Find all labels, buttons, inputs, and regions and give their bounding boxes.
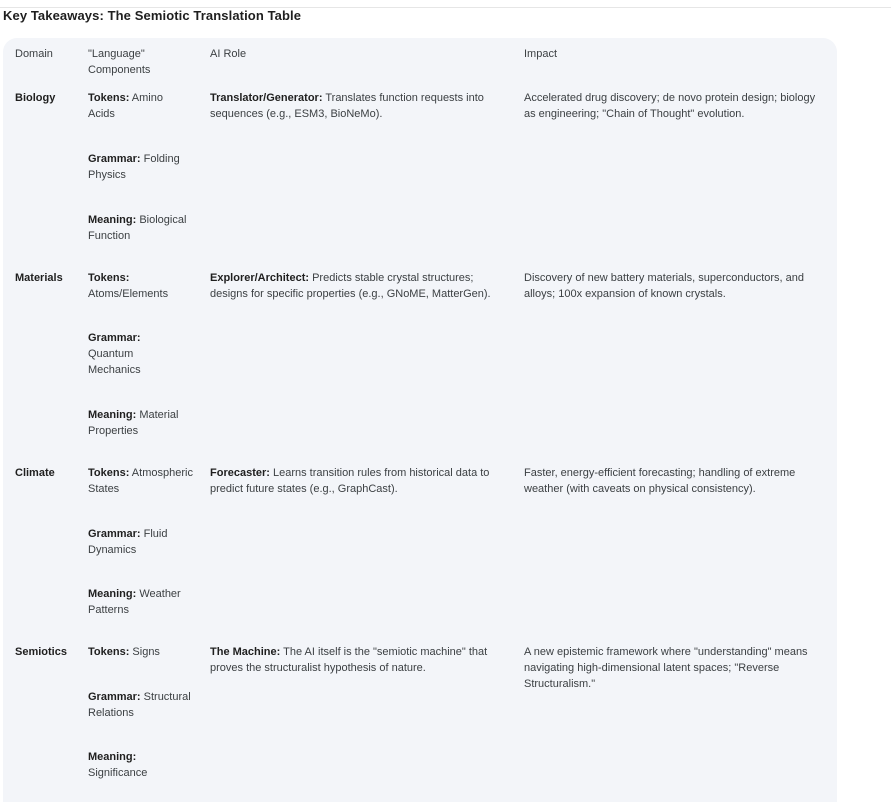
ai-role-cell: Explorer/Architect: Predicts stable crystal structures; designs for specific properties (e.g., GNoME, MatterGen). (210, 272, 491, 300)
ai-role-cell: Forecaster: Learns transition rules from historical data to predict future states (e.g., GraphCast). (210, 467, 490, 495)
component-meaning: Meaning: Significance (88, 751, 148, 779)
row-domain-materials: Materials (15, 272, 63, 284)
component-grammar: Grammar: Structural Relations (88, 691, 191, 719)
impact-cell: Accelerated drug discovery; de novo protein design; biology as engineering; "Chain of Thought" evolution. (524, 92, 816, 120)
ai-role-cell: The Machine: The AI itself is the "semiotic machine" that proves the structuralist hypothesis of nature. (210, 646, 488, 674)
header-domain: Domain (15, 48, 53, 60)
component-meaning: Meaning: Biological Function (88, 214, 187, 242)
row-domain-climate: Climate (15, 467, 55, 479)
component-tokens: Tokens: Atmospheric States (88, 467, 193, 495)
component-grammar: Grammar: Fluid Dynamics (88, 528, 168, 556)
page-title: Key Takeaways: The Semiotic Translation Table (3, 8, 302, 23)
component-meaning: Meaning: Weather Patterns (88, 588, 181, 616)
header-impact: Impact (524, 48, 558, 60)
component-grammar: Grammar: Quantum Mechanics (88, 332, 141, 376)
impact-cell: Discovery of new battery materials, superconductors, and alloys; 100x expansion of known crystals. (524, 272, 805, 300)
row-domain-semiotics: Semiotics (15, 646, 67, 658)
component-tokens: Tokens: Amino Acids (88, 92, 163, 120)
impact-cell: A new epistemic framework where "understanding" means navigating high-dimensional latent spaces; "Reverse Structuralism." (524, 646, 808, 690)
ai-role-cell: Translator/Generator: Translates function requests into sequences (e.g., ESM3, BioNeMo). (210, 92, 484, 120)
row-domain-biology: Biology (15, 92, 56, 104)
header-ai-role: AI Role (210, 48, 247, 60)
component-meaning: Meaning: Material Properties (88, 409, 179, 437)
translation-table (3, 38, 837, 802)
component-tokens: Tokens: Signs (88, 646, 160, 658)
component-grammar: Grammar: Folding Physics (88, 153, 180, 181)
header-language-components: "Language" Components (88, 48, 151, 76)
impact-cell: Faster, energy-efficient forecasting; handling of extreme weather (with caveats on physical consistency). (524, 467, 796, 495)
component-tokens: Tokens: Atoms/Elements (88, 272, 169, 300)
